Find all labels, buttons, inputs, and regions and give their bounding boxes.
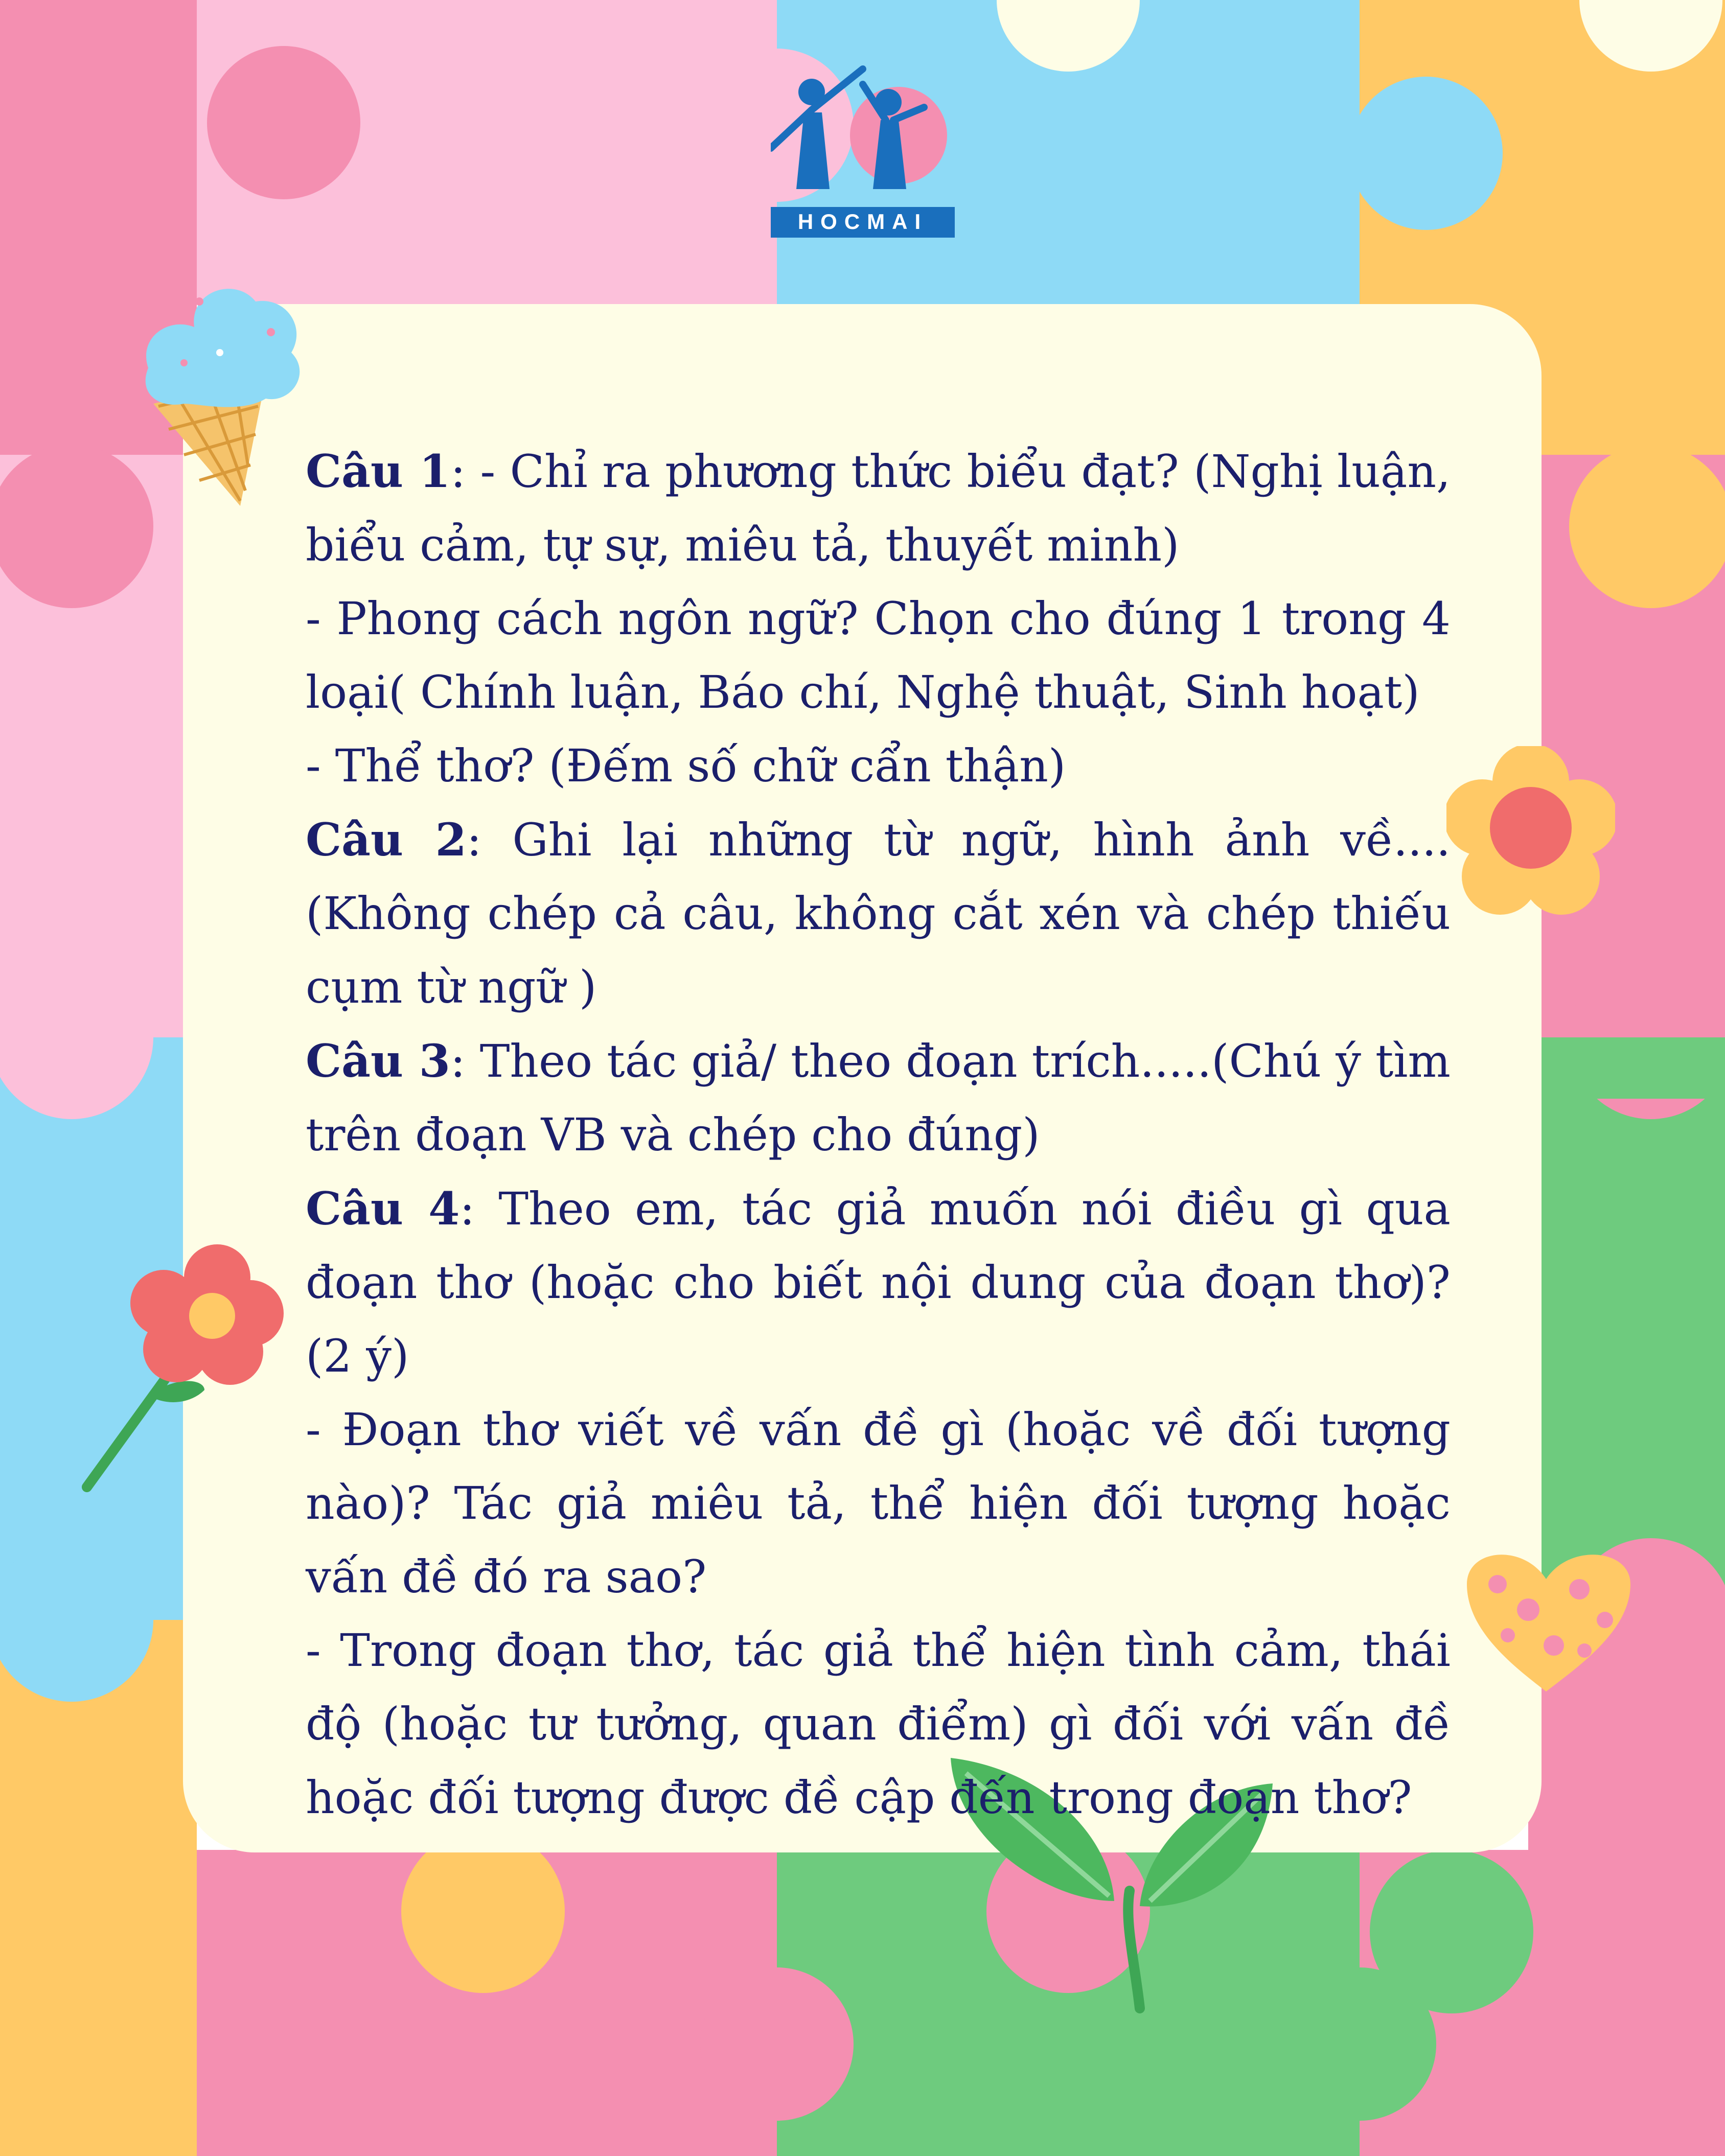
q4-text-3: - Trong đoạn thơ, tác giả thể hiện tình cảm, thái độ (hoặc tư tưởng, quan điểm) gì đối với vấn đề hoặc đối tượng được đề cập đến trong đoạn thơ? (306, 1624, 1451, 1824)
q1-text-2: - Phong cách ngôn ngữ? Chọn cho đúng 1 trong 4 loại( Chính luận, Báo chí, Nghệ thuật, Sinh hoạt) (306, 592, 1451, 718)
q4-paragraph (306, 1172, 1451, 1393)
flower-icon (1446, 746, 1615, 915)
q3-paragraph (306, 1024, 1451, 1172)
q2-text-1: : Ghi lại những từ ngữ, hình ảnh về....(Không chép cả câu, không cắt xén và chép thiếu cụm từ ngữ ) (306, 814, 1451, 1013)
heart-icon (1452, 1543, 1646, 1697)
q2-label: Câu 2 (306, 813, 467, 866)
hocmai-logo (771, 64, 955, 243)
q4-text-2: - Đoạn thơ viết về vấn đề gì (hoặc về đối tượng nào)? Tác giả miêu tả, thể hiện đối tượng hoặc vấn đề đó ra sao? (306, 1403, 1451, 1603)
q1-paragraph (306, 434, 1451, 582)
q1-text-3: - Thể thơ? (Đếm số chữ cẩn thận) (306, 739, 1066, 792)
q1-text-1: : - Chỉ ra phương thức biểu đạt? (Nghị luận, biểu cảm, tự sự, miêu tả, thuyết minh) (306, 445, 1451, 571)
q3-label: Câu 3 (306, 1034, 451, 1087)
q2-paragraph (306, 803, 1451, 1024)
q1-label: Câu 1 (306, 445, 451, 498)
q3-text-1: : Theo tác giả/ theo đoạn trích.....(Chú ý tìm trên đoạn VB và chép cho đúng) (306, 1035, 1451, 1161)
logo-text: HOCMAI (797, 210, 928, 234)
ice-cream-icon (138, 250, 317, 516)
q4-text-1: : Theo em, tác giả muốn nói điều gì qua đoạn thơ (hoặc cho biết nội dung của đoạn thơ)? (2 ý) (306, 1183, 1451, 1382)
question-guide (306, 434, 1451, 1835)
q4-label: Câu 4 (306, 1182, 460, 1235)
flower-stem-icon (77, 1226, 291, 1492)
